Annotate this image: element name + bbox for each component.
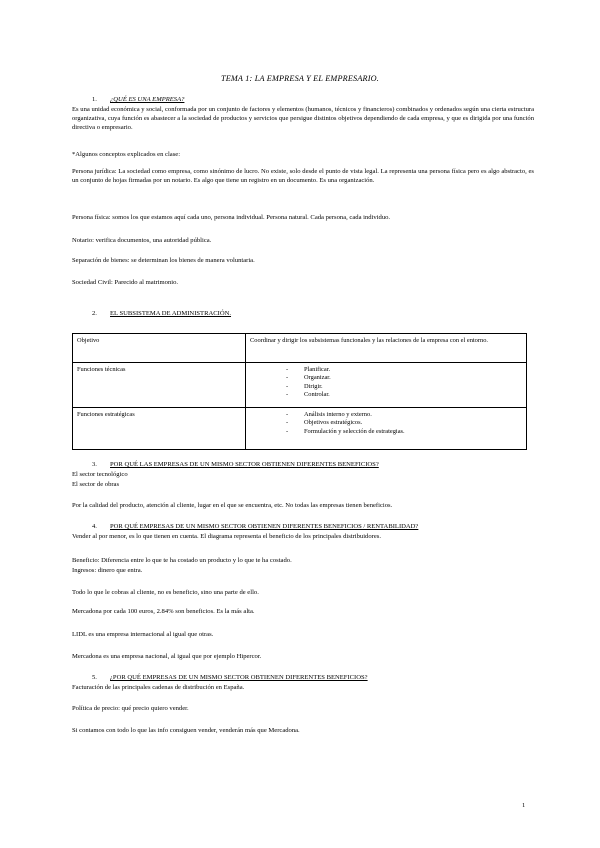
section-3-number: 3.: [92, 461, 97, 468]
table-cell-label: Funciones estratégicas: [73, 408, 246, 450]
list-item: - Objetivos estratégicos.: [304, 419, 522, 427]
table-cell-label: Funciones técnicas: [73, 363, 246, 408]
section-1-number: 1.: [92, 96, 97, 103]
administration-table: [72, 333, 527, 450]
ingresos-definition: Ingresos: dinero que entra.: [72, 567, 143, 574]
mercadona-paragraph: Mercadona por cada 100 euros, 2.84% son beneficios. Es la más alta.: [72, 608, 255, 615]
mercadona-nacional-paragraph: Mercadona es una empresa nacional, al igual que por ejemplo Hipercor.: [72, 653, 262, 660]
table-cell-list: [246, 363, 527, 408]
page-number: 1: [522, 802, 526, 809]
list-item: - Dirigir.: [304, 383, 522, 391]
table-row-funciones-tecnicas: [73, 363, 527, 408]
table-row-objetivo: [73, 334, 527, 363]
section-3-heading: POR QUÉ LAS EMPRESAS DE UN MISMO SECTOR OBTIENEN DIFERENTES BENEFICIOS?: [110, 461, 379, 468]
persona-juridica-paragraph: Persona jurídica: La sociedad como empresa, como sinónimo de lucro. No existe, solo desde el punto de vista legal. La representa una persona física pero es algo abstracto, es un conjunto de hojas firmadas por un notario. Es algo que tiene un registro en un documento. Es una organización.: [72, 168, 534, 184]
list-item: - Formulación y selección de estrategias.: [304, 428, 522, 436]
section-4-number: 4.: [92, 523, 97, 530]
beneficio-definition: Beneficio: Diferencia entre lo que te ha costado un producto y lo que te ha costado.: [72, 557, 292, 564]
separacion-paragraph: Separación de bienes: se determinan los bienes de manera voluntaria.: [72, 257, 255, 264]
cobras-paragraph: Todo lo que le cobras al cliente, no es beneficio, sino una parte de ello.: [72, 589, 259, 596]
section-3-line-2: El sector de obras: [72, 481, 120, 488]
section-3-line-1: El sector tecnológico: [72, 471, 128, 478]
section-1-heading: ¿QUÉ ES UNA EMPRESA?: [110, 96, 185, 103]
list-item: - Planificar.: [304, 366, 522, 374]
sociedad-civil-paragraph: Sociedad Civil: Parecido al matrimonio.: [72, 279, 179, 286]
concepts-intro: *Algunos conceptos explicados en clase:: [72, 151, 181, 158]
section-5-line-2: Política de precio: qué precio quiero vender.: [72, 705, 189, 712]
section-3-line-3: Por la calidad del producto, atención al cliente, lugar en el que se encuentra, etc. No todas las empresas tienen beneficios.: [72, 502, 393, 509]
lidl-paragraph: LIDL es una empresa internacional al igual que otras.: [72, 631, 214, 638]
table-cell-text: Coordinar y dirigir los subsistemas funcionales y las relaciones de la empresa con el entorno.: [246, 334, 527, 363]
list-item: - Análisis interno y externo.: [304, 411, 522, 419]
section-5-heading: ¿POR QUÉ EMPRESAS DE UN MISMO SECTOR OBTIENEN DIFERENTES BENEFICIOS?: [110, 674, 368, 681]
section-5-line-1: Facturación de las principales cadenas de distribución en España.: [72, 684, 245, 691]
section-2-number: 2.: [92, 310, 97, 317]
section-4-heading: POR QUÉ EMPRESAS DE UN MISMO SECTOR OBTIENEN DIFERENTES BENEFICIOS / RENTABILIDAD?: [110, 523, 419, 530]
table-row-funciones-estrategicas: [73, 408, 527, 450]
section-5-number: 5.: [92, 674, 97, 681]
table-cell-label: Objetivo: [73, 334, 246, 363]
page-title: TEMA 1: LA EMPRESA Y EL EMPRESARIO.: [220, 74, 380, 83]
list-item: - Controlar.: [304, 391, 522, 399]
section-4-intro: Vender al por menor, es lo que tienen en cuenta. El diagrama representa el beneficio de los principales distribuidores.: [72, 533, 381, 540]
section-5-line-3: Si contamos con todo lo que las info consiguen vender, venderán más que Mercadona.: [72, 727, 300, 734]
section-2-heading: EL SUBSISTEMA DE ADMINISTRACIÓN.: [110, 310, 232, 317]
notario-paragraph: Notario: verifica documentos, una autoridad pública.: [72, 237, 212, 244]
section-1-definition: Es una unidad económica y social, conformada por un conjunto de factores y elementos (humanos, técnicos y financieros) combinados y ordenados según una cierta estructura organizativa, cuya función es abastecer a la sociedad de productos y servicios que persigue distintos objetivos dependiendo de cada empresa, y que es dirigida por una función directiva o empresario.: [72, 106, 534, 131]
persona-fisica-paragraph: Persona física: somos los que estamos aquí cada uno, persona individual. Persona natural. Cada persona, cada individuo.: [72, 214, 391, 221]
list-item: - Organizar.: [304, 374, 522, 382]
table-cell-list: [246, 408, 527, 450]
